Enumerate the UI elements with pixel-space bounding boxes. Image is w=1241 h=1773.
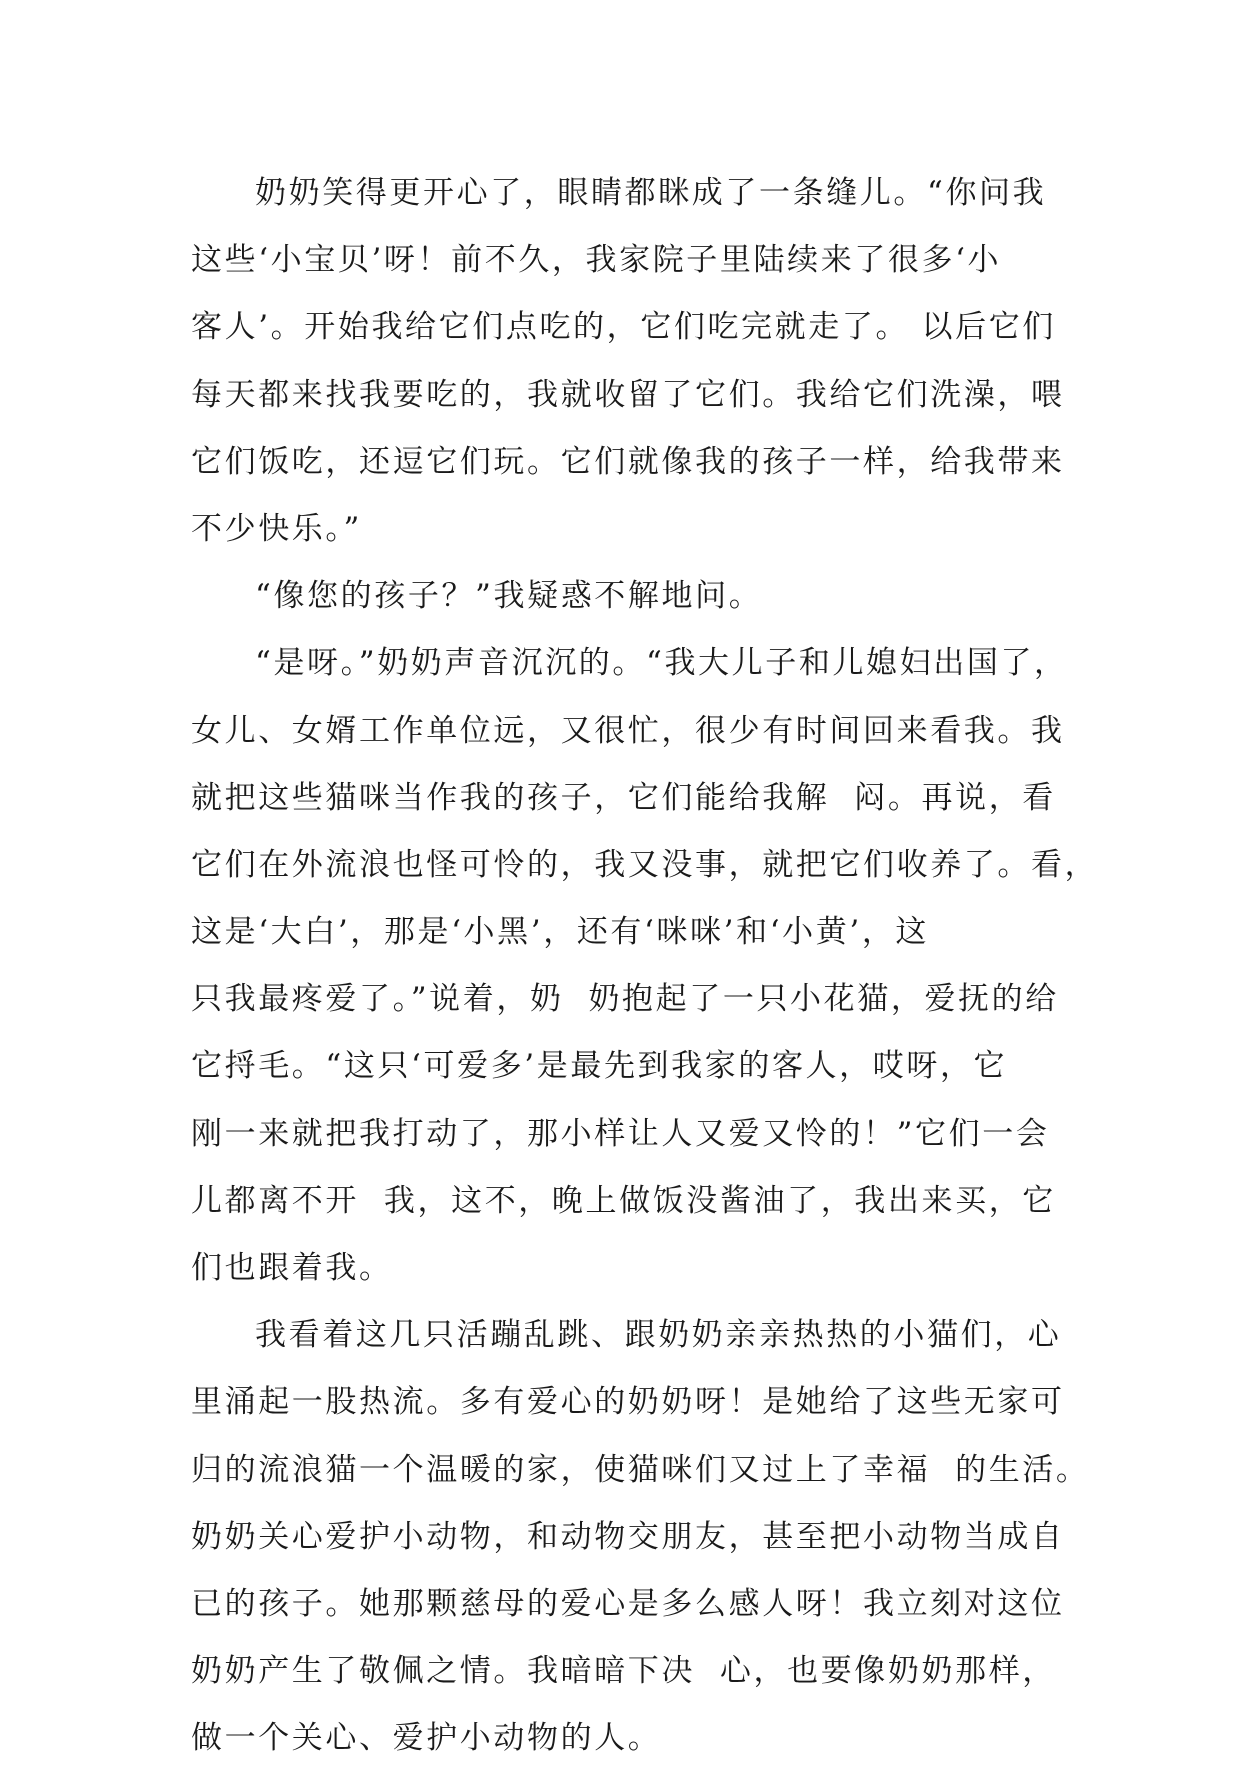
text-line: “像您的孩子？”我疑惑不解地问。 <box>255 578 763 615</box>
story-text <box>191 160 1099 1773</box>
text-line: 奶奶产生了敬佩之情。我暗暗下决 心，也要像奶奶那样， <box>191 1653 1056 1690</box>
text-line: 这是‘大白’，那是‘小黑’，还有‘咪咪’和‘小黄’，这 <box>191 914 930 951</box>
text-line: 里涌起一股热流。多有爱心的奶奶呀！是她给了这些无家可 <box>191 1384 1065 1421</box>
text-line: 它捋毛。“这只‘可爱多’是最先到我家的客人，哎呀，它 <box>191 1048 1008 1085</box>
text-line: 奶奶笑得更开心了，眼睛都眯成了一条缝儿。“你问我 <box>255 175 1047 211</box>
text-line: 我看着这几只活蹦乱跳、跟奶奶亲亲热热的小猫们，心 <box>255 1317 1062 1354</box>
text-line: “是呀。”奶奶声音沉沉的。“我大儿子和儿媳妇出国了， <box>255 645 1068 682</box>
text-line: 只我最疼爱了。”说着，奶 奶抱起了一只小花猫，爱抚的给 <box>191 981 1059 1018</box>
text-line: 客人’。开始我给它们点吃的，它们吃完就走了。 以后它们 <box>191 309 1056 346</box>
text-line: 刚一来就把我打动了，那小样让人又爱又怜的！”它们一会 <box>191 1115 1050 1152</box>
text-line: 这些‘小宝贝’呀！前不久，我家院子里陆续来了很多‘小 <box>191 242 1002 279</box>
text-line: 它们在外流浪也怪可怜的，我又没事，就把它们收养了。看， <box>191 846 1099 883</box>
text-line: 已的孩子。她那颗慈母的爱心是多么感人呀！我立刻对这位 <box>191 1585 1065 1622</box>
text-line: 就把这些猫咪当作我的孩子，它们能给我解 闷。再说，看 <box>191 779 1056 816</box>
text-line: 不少快乐。” <box>191 510 362 547</box>
text-line: 们也跟着我。 <box>191 1250 393 1286</box>
text-line: 女儿、女婿工作单位远，又很忙，很少有时间回来看我。我 <box>191 712 1065 749</box>
text-line: 儿都离不开 我，这不，晚上做饭没酱油了，我出来买，它 <box>191 1182 1056 1219</box>
text-line: 它们饭吃，还逗它们玩。它们就像我的孩子一样，给我带来 <box>191 443 1065 480</box>
text-line: 归的流浪猫一个温暖的家，使猫咪们又过上了幸福 的生活。 <box>191 1451 1090 1488</box>
text-line: 做一个关心、爱护小动物的人。 <box>191 1720 662 1757</box>
text-line: 奶奶关心爱护小动物，和动物交朋友，甚至把小动物当成自 <box>191 1518 1065 1555</box>
text-line: 每天都来找我要吃的，我就收留了它们。我给它们洗澡，喂 <box>191 376 1065 413</box>
